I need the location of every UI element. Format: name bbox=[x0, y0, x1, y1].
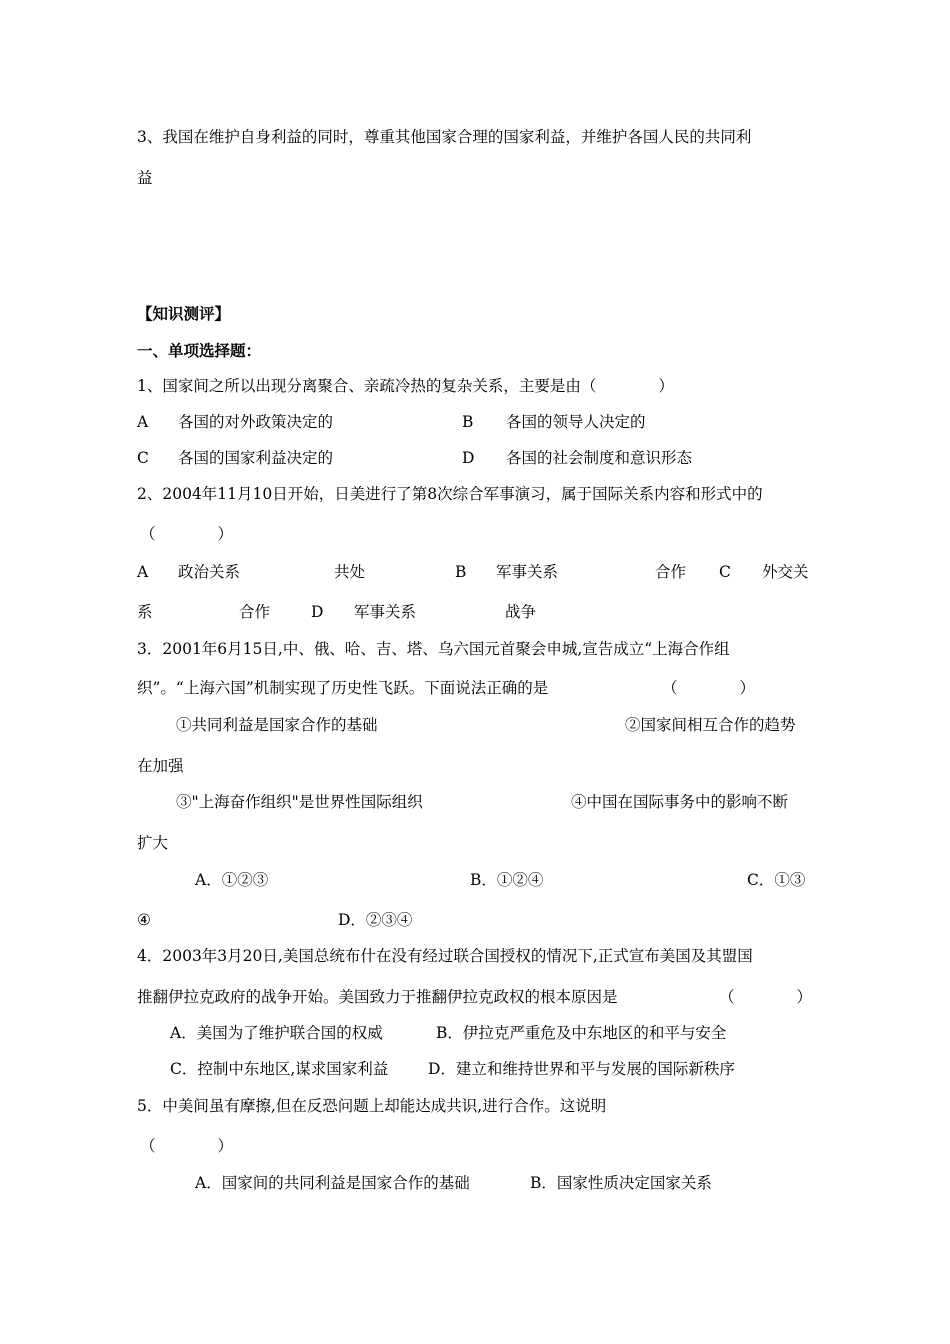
q1-option-b-letter: B bbox=[462, 413, 474, 431]
q3-answer-parens: （ ） bbox=[662, 679, 756, 697]
q5-option-a: A．国家间的共同利益是国家合作的基础 bbox=[195, 1174, 470, 1192]
q2-option-c-content: 外交关 bbox=[762, 563, 809, 581]
intro-point-3-line-1: 3、我国在维护自身利益的同时，尊重其他国家合理的国家利益，并维护各国人民的共同利 bbox=[137, 128, 752, 146]
q2-option-b-form: 合作 bbox=[655, 563, 687, 581]
q2-option-c-content-cont: 系 bbox=[137, 603, 153, 621]
q4-option-d: D．建立和维持世界和平与发展的国际新秩序 bbox=[428, 1060, 735, 1078]
q3-stem-line-1: 3．2001年6月15日,中、俄、哈、吉、塔、乌六国元首聚会申城,宣告成立“上海合作组 bbox=[137, 640, 730, 658]
q1-option-c-letter: C bbox=[137, 449, 149, 467]
intro-point-3-line-2: 益 bbox=[137, 169, 153, 187]
q2-stem-line-1: 2、2004年11月10日开始，日美进行了第8次综合军事演习，属于国际关系内容和形式中的 bbox=[137, 485, 763, 503]
q5-answer-parens: （ ） bbox=[140, 1137, 234, 1155]
q1-option-d-text: 各国的社会制度和意识形态 bbox=[506, 449, 693, 467]
part-title: 一、单项选择题： bbox=[137, 341, 262, 360]
q3-statement-1: ①共同利益是国家合作的基础 bbox=[176, 716, 378, 734]
q3-option-c-cont: ④ bbox=[137, 911, 151, 929]
q3-option-a: A．①②③ bbox=[195, 871, 269, 889]
q3-statement-4: ④中国在国际事务中的影响不断 bbox=[571, 793, 789, 811]
q1-option-a-text: 各国的对外政策决定的 bbox=[178, 413, 334, 431]
q4-option-a: A．美国为了维护联合国的权威 bbox=[170, 1024, 383, 1042]
q2-option-c-letter: C bbox=[719, 563, 731, 581]
q2-option-d-letter: D bbox=[311, 603, 324, 621]
q4-option-b: B．伊拉克严重危及中东地区的和平与安全 bbox=[436, 1024, 727, 1042]
q5-stem: 5．中美间虽有摩擦,但在反恐问题上却能达成共识,进行合作。这说明 bbox=[137, 1097, 607, 1115]
q1-option-d-letter: D bbox=[462, 449, 475, 467]
q2-option-d-content: 军事关系 bbox=[354, 603, 417, 621]
q1-option-c-text: 各国的国家利益决定的 bbox=[178, 449, 334, 467]
q2-option-b-letter: B bbox=[455, 563, 467, 581]
q3-option-b: B．①②④ bbox=[470, 871, 544, 889]
q2-option-a-letter: A bbox=[137, 563, 149, 581]
section-title: 【知识测评】 bbox=[137, 304, 231, 323]
q3-statement-4-cont: 扩大 bbox=[137, 834, 169, 852]
q4-answer-parens: （ ） bbox=[719, 988, 813, 1006]
q2-option-b-content: 军事关系 bbox=[496, 563, 559, 581]
q2-option-a-form: 共处 bbox=[334, 563, 366, 581]
q2-option-c-form: 合作 bbox=[239, 603, 271, 621]
q3-statement-2: ②国家间相互合作的趋势 bbox=[625, 716, 796, 734]
q2-option-d-form: 战争 bbox=[505, 603, 537, 621]
q3-stem-line-2: 织”。“上海六国”机制实现了历史性飞跃。下面说法正确的是 bbox=[137, 679, 549, 697]
q1-option-b-text: 各国的领导人决定的 bbox=[506, 413, 646, 431]
q3-option-d: D．②③④ bbox=[338, 911, 413, 929]
q4-stem-line-1: 4．2003年3月20日,美国总统布什在没有经过联合国授权的情况下,正式宣布美国及其盟国 bbox=[137, 947, 753, 965]
q4-option-c: C．控制中东地区,谋求国家利益 bbox=[170, 1060, 389, 1078]
q4-stem-line-2: 推翻伊拉克政府的战争开始。美国致力于推翻伊拉克政权的根本原因是 bbox=[137, 988, 618, 1006]
q2-answer-parens: （ ） bbox=[140, 525, 234, 543]
q3-option-c: C．①③ bbox=[747, 871, 806, 889]
q2-option-a-content: 政治关系 bbox=[178, 563, 241, 581]
q5-option-b: B．国家性质决定国家关系 bbox=[530, 1174, 712, 1192]
q1-stem: 1、国家间之所以出现分离聚合、亲疏冷热的复杂关系，主要是由（ ） bbox=[137, 377, 674, 395]
q3-statement-3: ③"上海奋作组织"是世界性国际组织 bbox=[176, 793, 423, 811]
q3-statement-2-cont: 在加强 bbox=[137, 757, 184, 775]
q1-option-a-letter: A bbox=[137, 413, 149, 431]
